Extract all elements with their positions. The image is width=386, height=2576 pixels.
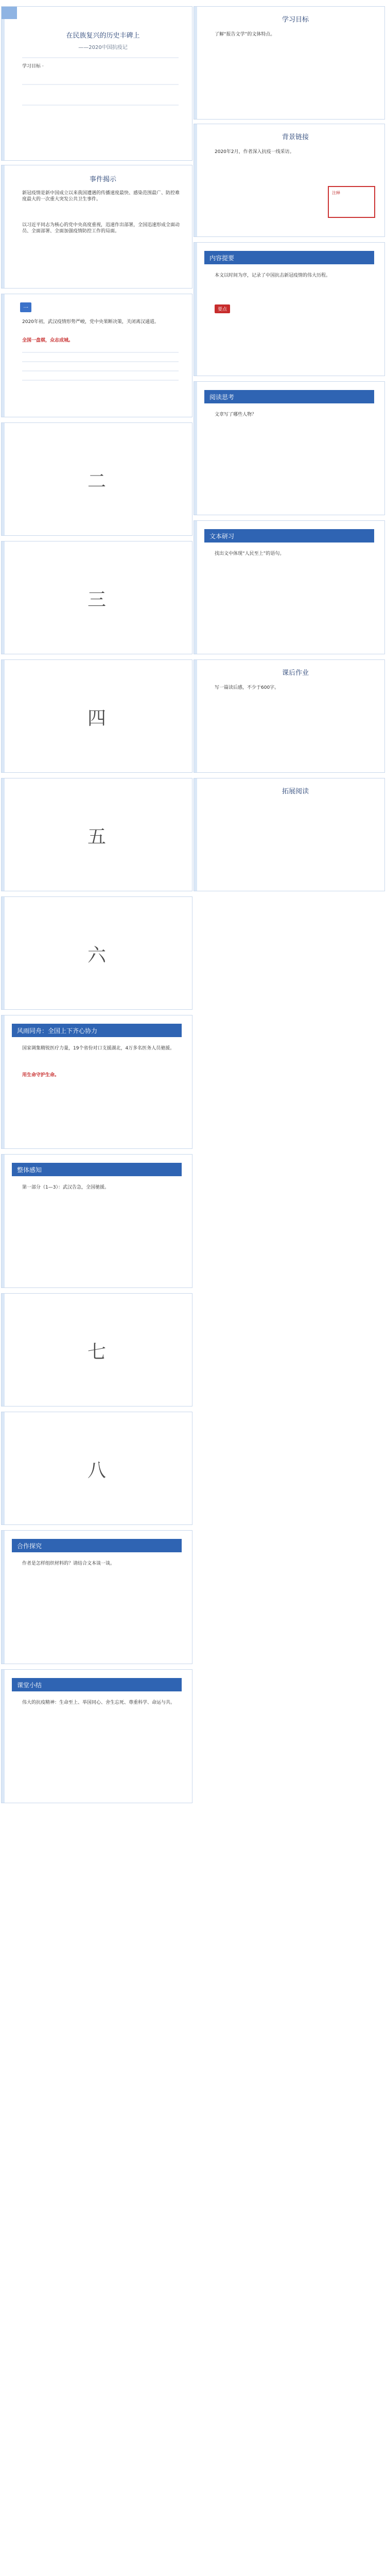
slide-title: 学习目标: [282, 16, 309, 24]
note-text: 注释: [332, 191, 340, 195]
paragraph: 了解“报告文学”的文体特点。: [215, 32, 275, 37]
section-number: 八: [87, 1460, 106, 1481]
paragraph: 作者是怎样组织材料的？请结合文本谈一谈。: [22, 1561, 115, 1566]
section-header: 合作探究: [12, 1539, 182, 1552]
divider: [22, 352, 179, 353]
section-number: 五: [87, 826, 106, 848]
section-header: 课堂小结: [12, 1678, 182, 1691]
divider: [22, 105, 179, 106]
slide-subtitle: ——2020中国抗疫记: [78, 45, 128, 50]
slide-title: 事件揭示: [89, 176, 116, 183]
note-box: [328, 186, 375, 218]
slide-13[interactable]: [1, 1530, 192, 1664]
left-column: [1, 0, 192, 2576]
slide-14[interactable]: [1, 1669, 192, 1803]
slide-5[interactable]: [1, 541, 192, 654]
highlight-text: 全国一盘棋，众志成城。: [22, 338, 74, 343]
slide-2[interactable]: [1, 165, 192, 289]
paragraph: 写一篇读后感，不少于600字。: [215, 685, 279, 690]
section-number: 六: [87, 945, 106, 966]
paragraph: 国家调集精锐医疗力量，19个省份对口支援湖北，4万多名医务人员驰援。: [22, 1046, 175, 1051]
slide-10[interactable]: [1, 1154, 192, 1288]
section-number: 二: [87, 471, 106, 492]
divider: [22, 380, 179, 381]
slide-4[interactable]: [1, 422, 192, 536]
divider: [22, 57, 179, 58]
section-header: 内容提要: [204, 251, 374, 264]
slide-7[interactable]: [1, 778, 192, 891]
slide-r6[interactable]: [194, 659, 385, 773]
divider: [22, 361, 179, 362]
divider: [22, 84, 179, 85]
slide-title: 在民族复兴的历史丰碑上: [66, 32, 140, 40]
slide-12[interactable]: [1, 1412, 192, 1525]
slide-r2[interactable]: [194, 124, 385, 237]
slide-meta: 学习目标 ·: [22, 64, 44, 69]
divider: [22, 370, 179, 371]
slide-title: 背景链接: [282, 133, 309, 141]
slide-title: 课后作业: [282, 669, 309, 677]
section-header: 文本研习: [204, 529, 374, 543]
slide-r4[interactable]: [194, 381, 385, 515]
paragraph: 新冠疫情是新中国成立以来我国遭遇的传播速度最快、感染范围最广、防控难度最大的一次重大突发公共卫生事件。: [22, 191, 180, 202]
paragraph: 文章写了哪些人物？: [215, 412, 257, 417]
slide-8[interactable]: [1, 896, 192, 1010]
section-header: 风雨同舟：全国上下齐心协力: [12, 1024, 182, 1037]
section-number: 四: [87, 708, 106, 729]
slide-1[interactable]: [1, 6, 192, 161]
paragraph: 找出文中体现“人民至上”的语句。: [215, 551, 285, 556]
slide-6[interactable]: [1, 659, 192, 773]
paragraph: 以习近平同志为核心的党中央高度重视，迅速作出部署，全国迅速形成全面动员、全面部署、全面加强疫情防控工作的局面。: [22, 223, 180, 234]
paragraph: 第一部分（1—3）：武汉告急，全国驰援。: [22, 1185, 109, 1190]
corner-decoration: [2, 7, 17, 19]
section-header: 整体感知: [12, 1163, 182, 1176]
red-label: 要点: [215, 304, 230, 313]
right-column: [194, 0, 385, 2576]
slide-3[interactable]: [1, 294, 192, 417]
slide-r7[interactable]: [194, 778, 385, 891]
slide-9[interactable]: [1, 1015, 192, 1149]
section-badge: 一: [20, 302, 31, 312]
section-number: 七: [87, 1342, 106, 1363]
slide-title: 拓展阅读: [282, 788, 309, 795]
slide-r5[interactable]: [194, 520, 385, 654]
paragraph: 伟大的抗疫精神：生命至上、举国同心、舍生忘死、尊重科学、命运与共。: [22, 1700, 176, 1705]
paragraph: 2020年初，武汉疫情形势严峻，党中央果断决策，关闭离汉通道。: [22, 319, 159, 325]
highlight-text: 用生命守护生命。: [22, 1073, 60, 1078]
slide-r1[interactable]: [194, 6, 385, 120]
section-header: 阅读思考: [204, 390, 374, 403]
slide-11[interactable]: [1, 1293, 192, 1406]
paragraph: 2020年2月，作者深入抗疫一线采访。: [215, 149, 294, 155]
paragraph: 本文以时间为序，记录了中国抗击新冠疫情的伟大历程。: [215, 273, 331, 278]
section-number: 三: [87, 589, 106, 611]
slide-r3[interactable]: [194, 242, 385, 376]
